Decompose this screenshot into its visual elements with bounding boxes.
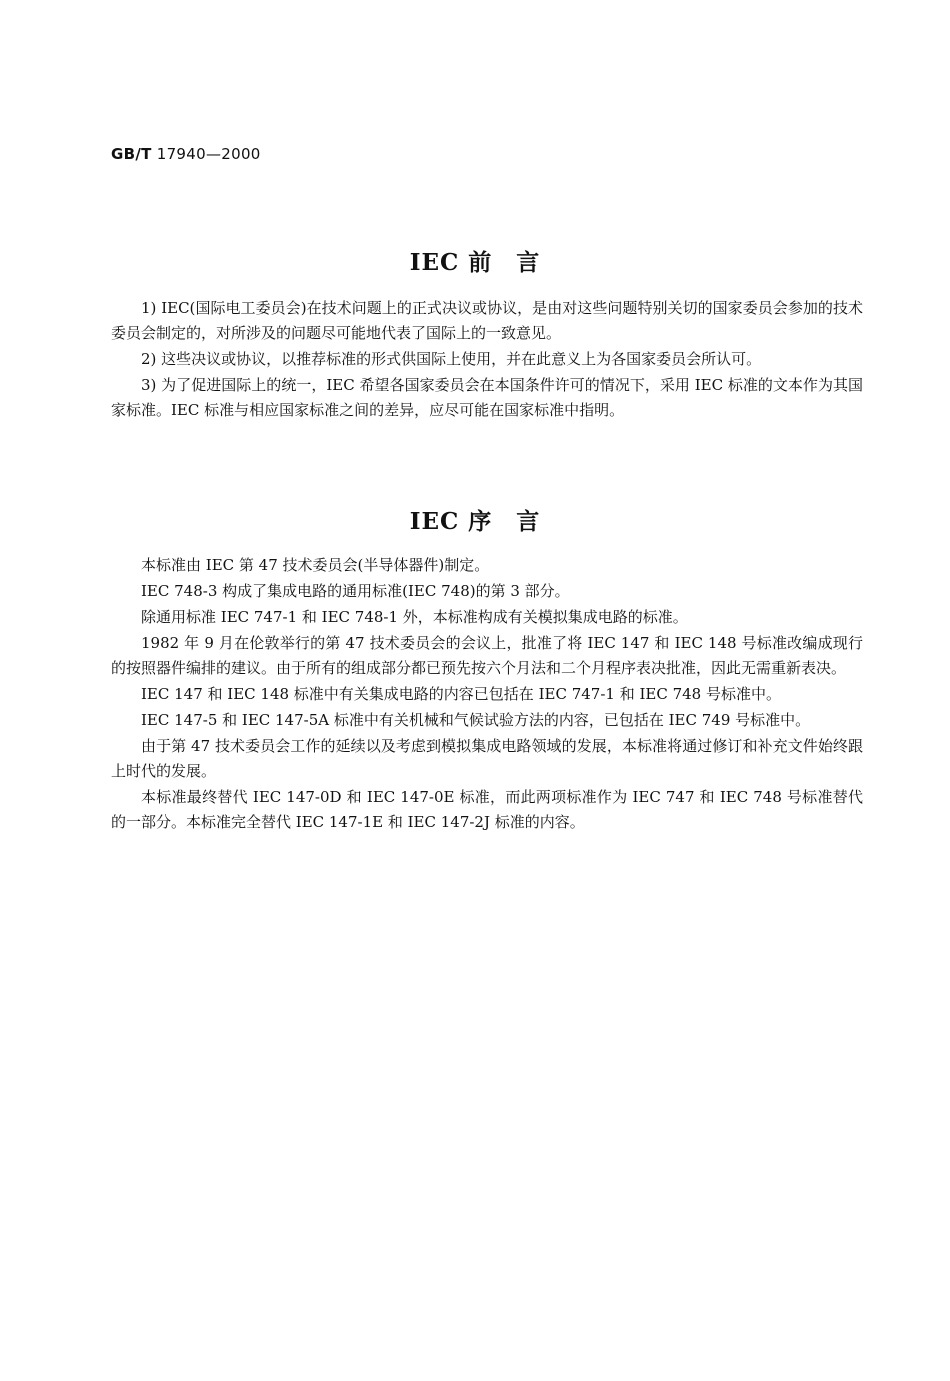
introduction-paragraph: IEC 147 和 IEC 148 标准中有关集成电路的内容已包括在 IEC 747-1 和 IEC 748 号标准中。 xyxy=(141,685,781,703)
foreword-paragraph: 2) 这些决议或协议，以推荐标准的形式供国际上使用，并在此意义上为各国家委员会所认可。 xyxy=(141,350,762,368)
introduction-body xyxy=(111,553,863,836)
introduction-paragraph: IEC 748-3 构成了集成电路的通用标准(IEC 748)的第 3 部分。 xyxy=(141,582,570,600)
foreword-paragraph: 3) 为了促进国际上的统一，IEC 希望各国家委员会在本国条件许可的情况下，采用 IEC 标准的文本作为其国家标准。IEC 标准与相应国家标准之间的差异，应尽可能在国家标准中指明。 xyxy=(111,376,863,419)
standard-prefix: GB/T xyxy=(111,145,152,163)
foreword-title: IEC 前 言 xyxy=(409,249,541,276)
standard-number: 17940—2000 xyxy=(156,145,261,163)
introduction-paragraph: 由于第 47 技术委员会工作的延续以及考虑到模拟集成电路领域的发展，本标准将通过修订和补充文件始终跟上时代的发展。 xyxy=(111,737,863,780)
standard-code xyxy=(111,145,261,163)
introduction-paragraph: 本标准最终替代 IEC 147-0D 和 IEC 147-0E 标准，而此两项标准作为 IEC 747 和 IEC 748 号标准替代的一部分。本标准完全替代 IEC 147-1E 和 IEC 147-2J 标准的内容。 xyxy=(111,788,863,831)
foreword-body xyxy=(111,296,863,424)
foreword-paragraph: 1) IEC(国际电工委员会)在技术问题上的正式决议或协议，是由对这些问题特别关切的国家委员会参加的技术委员会制定的，对所涉及的问题尽可能地代表了国际上的一致意见。 xyxy=(111,299,863,342)
introduction-paragraph: 除通用标准 IEC 747-1 和 IEC 748-1 外，本标准构成有关模拟集成电路的标准。 xyxy=(141,608,688,626)
introduction-paragraph: IEC 147-5 和 IEC 147-5A 标准中有关机械和气候试验方法的内容，已包括在 IEC 749 号标准中。 xyxy=(141,711,811,729)
introduction-paragraph: 1982 年 9 月在伦敦举行的第 47 技术委员会的会议上，批准了将 IEC 147 和 IEC 148 号标准改编成现行的按照器件编排的建议。由于所有的组成部分都已预先按六个月法和二个月程序表决批准，因此无需重新表决。 xyxy=(111,634,863,677)
introduction-title: IEC 序 言 xyxy=(409,508,541,535)
introduction-paragraph: 本标准由 IEC 第 47 技术委员会(半导体器件)制定。 xyxy=(141,556,490,574)
